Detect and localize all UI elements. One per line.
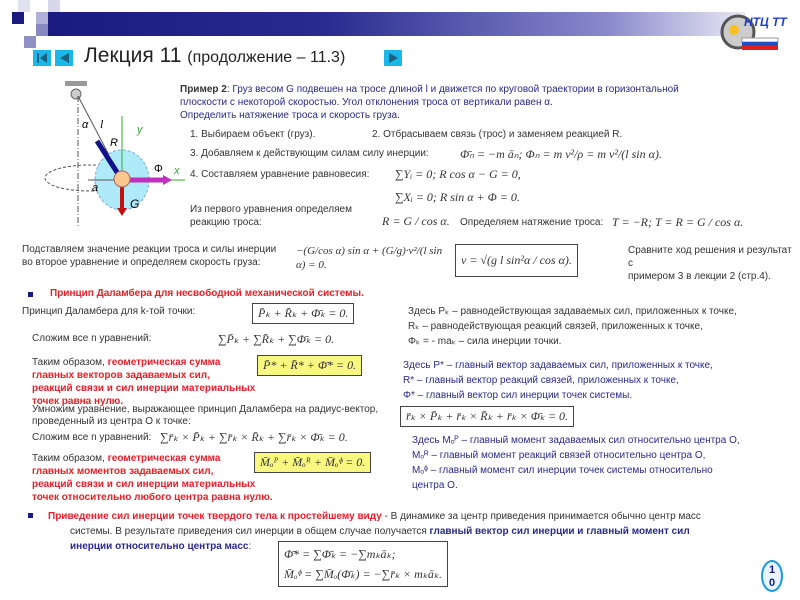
formula-point: P̄ₖ + R̄ₖ + Φ̄ₖ = 0.	[252, 303, 354, 324]
first-slide-button[interactable]	[33, 50, 51, 66]
conclusion-moments-line4: точек относительно любого центра равна нулю.	[32, 492, 273, 503]
note-MPhi: Mₒᶲ – главный момент сил инерции точек системы относительно	[412, 465, 713, 476]
note-Phi-star: Φ* – главный вектор сил инерции точек системы.	[403, 390, 633, 401]
formula-main-inertia-vector: Φ̄* = ∑Φ̄ₖ = −∑mₖāₖ;	[284, 547, 396, 561]
title-main: Лекция 11	[84, 44, 182, 67]
conclusion-line1: геометрическая сумма	[107, 357, 221, 368]
page-number-badge	[761, 560, 783, 592]
formula-R: R = G / cos α.	[382, 214, 450, 228]
header-banner	[45, 12, 745, 36]
step-5-line2: реакцию троса:	[190, 217, 262, 228]
sum-moments-text: Сложим все n уравнений:	[32, 432, 152, 443]
section-heading-dalembert: Принцип Даламбера для несвободной механической системы.	[50, 288, 364, 299]
sum-text: Сложим все n уравнений:	[32, 333, 152, 344]
conclusion-prefix: Таким образом,	[32, 453, 108, 464]
example-line1: : Груз весом G подвешен на тросе длиной l и движется по круговой траектории в горизонтальной	[226, 84, 679, 95]
note-Phi: Φₖ = - maₖ – сила инерции точки.	[408, 336, 562, 347]
prev-slide-button[interactable]	[55, 50, 73, 66]
label-Phi: Φ	[154, 163, 163, 175]
formula-v: v = √(g l sin²α / cos α).	[455, 244, 578, 277]
label-a: a	[92, 182, 99, 194]
formula-main-inertia-moment: M̄ₒᶲ = ∑M̄ₒ(Φ̄ₖ) = −∑r̄ₖ × mₖāₖ.	[284, 567, 442, 581]
multiply-text: Умножим уравнение, выражающее принцип Даламбера на радиус-вектор, проведенный из центра O к точке:	[32, 404, 379, 427]
label-x: x	[174, 165, 180, 177]
conclusion-moments-line3: реакций связи и сил инерции материальных	[32, 479, 256, 490]
note-P-star: Здесь P* – главный вектор задаваемых сил, приложенных к точке,	[403, 360, 713, 371]
svg-text:НТЦ ТТ: НТЦ ТТ	[744, 15, 787, 29]
page-title	[84, 44, 345, 68]
formula-speed-eq: −(G/cos α) sin α + (G/g)·v²/(l sin α) = 0.	[296, 245, 443, 271]
conclusion-line3: реакций связи и сил инерции материальных	[32, 383, 256, 394]
reduction-text4: инерции относительно центра масс	[70, 541, 249, 552]
note-P: Здесь Pₖ – равнодействующая задаваемых сил, приложенных к точке,	[408, 306, 737, 317]
title-sub: (продолжение – 11.3)	[187, 49, 346, 66]
step-7	[22, 243, 276, 269]
conclusion-line4: точек равна нулю.	[32, 396, 124, 407]
notes-vector	[403, 358, 713, 403]
reduction-text1: - В динамике за центр приведения принимается обычно центр масс	[381, 511, 701, 522]
formula-reduction-box	[278, 541, 448, 587]
label-l: l	[100, 117, 104, 131]
bullet	[28, 513, 33, 518]
decor-square	[36, 24, 48, 36]
example-line2: плоскости с некоторой скоростью. Угол отклонения троса от вертикали равен α.	[180, 97, 553, 108]
decor-square	[24, 36, 36, 48]
reduction-text3: главный вектор сил инерции и главный момент сил	[429, 526, 690, 537]
conclusion-moments	[32, 452, 273, 504]
formula-moment-point: r̄ₖ × P̄ₖ + r̄ₖ × R̄ₖ + r̄ₖ × Φ̄ₖ = 0.	[400, 406, 574, 427]
page-digit-1: 1	[768, 564, 776, 576]
page-digit-2: 0	[768, 577, 776, 589]
note-MPhi-cont: центра O.	[412, 480, 458, 491]
logo	[720, 8, 787, 52]
bullet	[28, 292, 33, 297]
reduction-text2: системы. В результате приведения сил инерции в общем случае получается	[70, 526, 430, 537]
conclusion-prefix: Таким образом,	[32, 357, 108, 368]
pendulum-diagram	[20, 78, 190, 238]
step-5-line1: Из первого уравнения определяем	[190, 204, 352, 215]
compare-note	[628, 244, 793, 283]
label-G: G	[130, 197, 140, 211]
example-line3: Определить натяжение троса и скорость груза.	[180, 110, 400, 121]
decor-square	[18, 0, 30, 12]
label-y: y	[137, 124, 143, 136]
step-7-line2: во второе уравнение и определяем скорость груза:	[22, 257, 261, 268]
conclusion-line2: главных векторов задаваемых сил,	[32, 370, 210, 381]
formula-inertia: Φ̄ₙ = −m āₙ; Φₙ = m v²/ρ = m v²/(l sin α).	[460, 147, 662, 161]
colon: :	[248, 541, 252, 552]
step-3: 3. Добавляем к действующим силам силу инерции:	[190, 148, 429, 159]
decor-square	[48, 0, 60, 12]
formula-T: T = −R; T = R = G / cos α.	[612, 215, 744, 229]
formula-sum-moments: ∑r̄ₖ × P̄ₖ + ∑r̄ₖ × R̄ₖ + ∑r̄ₖ × Φ̄ₖ = 0.	[160, 430, 348, 444]
formula-eq1: ∑Yᵢ = 0; R cos α − G = 0,	[395, 167, 521, 181]
label-alpha: α	[82, 119, 89, 131]
example-label: Пример 2	[180, 84, 227, 95]
formula-sum: ∑P̄ₖ + ∑R̄ₖ + ∑Φ̄ₖ = 0.	[218, 332, 335, 346]
next-slide-button[interactable]	[384, 50, 402, 66]
note-R-star: R* – главный вектор реакций связей, приложенных к точке,	[403, 375, 679, 386]
step-4: 4. Составляем уравнение равновесия:	[190, 169, 370, 180]
step-6: Определяем натяжение троса:	[460, 217, 604, 228]
note-R: Rₖ – равнодействующая реакций связей, приложенных к точке,	[408, 321, 703, 332]
note-MP: Здесь Mₒᴾ – главный момент задаваемых сил относительно центра O,	[412, 435, 740, 446]
section-heading-reduction: Приведение сил инерции точек твердого тела к простейшему виду	[48, 511, 382, 522]
compare-line1: Сравните ход решения и результат с	[628, 245, 792, 269]
conclusion-moments-line2: главных моментов задаваемых сил,	[32, 466, 214, 477]
conclusion-vectors	[32, 356, 255, 408]
note-MR: Mₒᴿ – главный момент реакций связей относительно центра O,	[412, 450, 706, 461]
step-5	[190, 203, 352, 229]
step-7-line1: Подставляем значение реакции троса и силы инерции	[22, 244, 277, 255]
formula-main-moment: M̄ₒᴾ + M̄ₒᴿ + M̄ₒᶲ = 0.	[254, 452, 371, 473]
decor-square	[36, 12, 48, 24]
notes-point	[408, 304, 737, 349]
conclusion-moments-line1: геометрическая сумма	[107, 453, 221, 464]
dalembert-point-text: Принцип Даламбера для k-той точки:	[22, 306, 196, 317]
example-text	[180, 83, 679, 122]
compare-line2: примером 3 в лекции 2 (стр.4).	[628, 271, 771, 282]
formula-main-vector: P̄* + R̄* + Φ̄* = 0.	[257, 355, 362, 376]
formula-eq2: ∑Xᵢ = 0; R sin α + Φ = 0.	[395, 190, 520, 204]
step-2: 2. Отбрасываем связь (трос) и заменяем реакцией R.	[372, 129, 623, 140]
decor-square	[12, 12, 24, 24]
step-1: 1. Выбираем объект (груз).	[190, 129, 316, 140]
notes-moments	[412, 433, 740, 493]
label-R: R	[110, 137, 118, 149]
